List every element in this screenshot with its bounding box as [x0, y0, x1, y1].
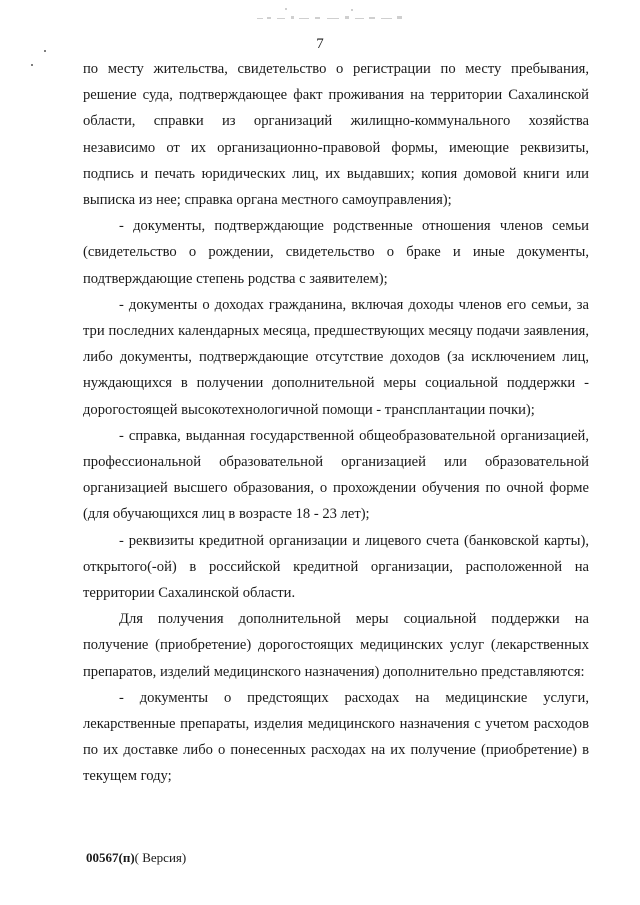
footer-version: ( Версия)	[134, 850, 187, 865]
paragraph-bank-details: - реквизиты кредитной организации и лицевого счета (банковской карты), открытого(-ой) в российской кредитной организации, расположенной на территории Сахалинской области.	[83, 532, 589, 602]
scan-artifact	[255, 6, 415, 28]
paragraph-education-certificate: - справка, выданная государственной общеобразовательной организацией, профессиональной образовательной организацией или образовательной организацией высшего образования, о прохождении обучения по очной форме (для обучающихся лиц в возрасте 18 - 23 лет);	[83, 427, 589, 523]
footer-code: 00567(п)	[86, 850, 135, 865]
paragraph-expense-documents: - документы о предстоящих расходах на медицинские услуги, лекарственные препараты, изделия медицинского назначения с учетом расходов по их доставке либо о понесенных расходах на их получение (приобретение) в текущем году;	[83, 689, 589, 785]
paragraph-income-documents: - документы о доходах гражданина, включая доходы членов его семьи, за три последних календарных месяца, предшествующих месяцу подачи заявления, либо документы, подтверждающие отсутствие доходов (за исключением лиц, нуждающихся в получении дополнительной меры социальной поддержки - дорогостоящей высокотехнологичной помощи - трансплантации почки);	[83, 296, 589, 418]
page-number: 7	[316, 36, 324, 52]
paragraph-residence-documents: по месту жительства, свидетельство о регистрации по месту пребывания, решение суда, подтверждающее факт проживания на территории Сахалинской области, справки из организаций жилищно-коммунального хозяйства независимо от их организационно-правовой формы, имеющие реквизиты, подпись и печать юридических лиц, их выдавших; копия домовой книги или выписка из нее; справка органа местного самоуправления);	[83, 61, 589, 209]
document-body	[83, 56, 589, 790]
scan-speck	[31, 64, 33, 66]
document-footer	[86, 850, 186, 866]
paragraph-additional-requirements: Для получения дополнительной меры социальной поддержки на получение (приобретение) дорогостоящих медицинских услуг (лекарственных препаратов, изделий медицинского назначения) дополнительно представляются:	[83, 611, 589, 680]
paragraph-family-relation-documents: - документы, подтверждающие родственные отношения членов семьи (свидетельство о рождении, свидетельство о браке и иные документы, подтверждающие степень родства с заявителем);	[83, 218, 589, 287]
